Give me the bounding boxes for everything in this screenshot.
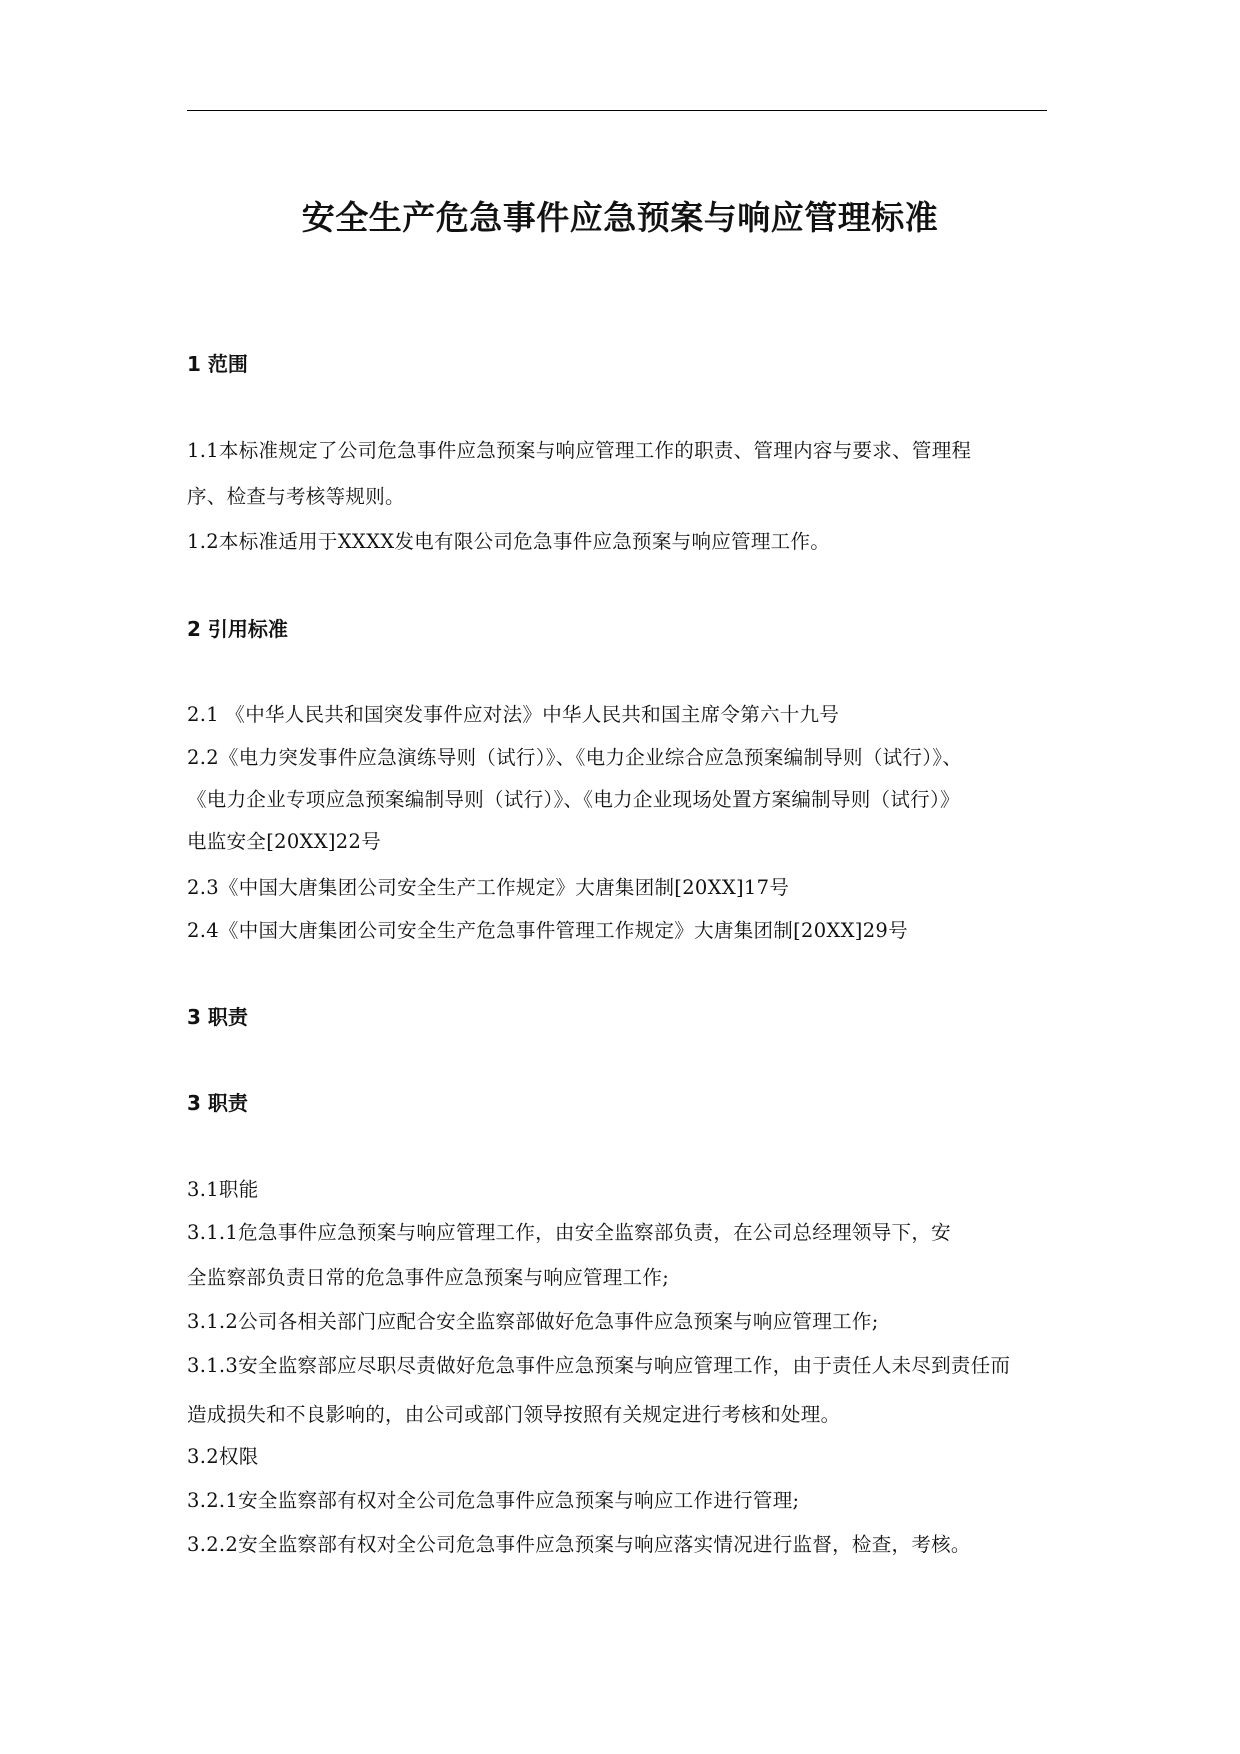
paragraph-line: 造成损失和不良影响的，由公司或部门领导按照有关规定进行考核和处理。 bbox=[187, 1403, 841, 1426]
paragraph-line: 3.1.2公司各相关部门应配合安全监察部做好危急事件应急预案与响应管理工作; bbox=[187, 1310, 879, 1333]
paragraph-line: 1.2本标准适用于XXXX发电有限公司危急事件应急预案与响应管理工作。 bbox=[187, 530, 831, 553]
document-title: 安全生产危急事件应急预案与响应管理标准 bbox=[301, 198, 939, 237]
paragraph-line: 2.1 《中华人民共和国突发事件应对法》中华人民共和国主席令第六十九号 bbox=[187, 703, 840, 726]
section-heading-duties-repeat: 3 职责 bbox=[187, 1091, 248, 1115]
paragraph-line: 3.2.1安全监察部有权对全公司危急事件应急预案与响应工作进行管理; bbox=[187, 1489, 800, 1512]
paragraph-line: 2.2《电力突发事件应急演练导则（试行）》、《电力企业综合应急预案编制导则（试行）》、 bbox=[187, 746, 963, 769]
paragraph-line: 电监安全[20XX]22号 bbox=[187, 830, 382, 853]
section-heading-scope: 1 范围 bbox=[187, 352, 248, 376]
paragraph-line: 全监察部负责日常的危急事件应急预案与响应管理工作; bbox=[187, 1266, 670, 1289]
paragraph-line: 3.1.3安全监察部应尽职尽责做好危急事件应急预案与响应管理工作，由于责任人未尽到责任而 bbox=[187, 1354, 1011, 1377]
section-heading-references: 2 引用标准 bbox=[187, 617, 288, 641]
paragraph-line: 3.1职能 bbox=[187, 1178, 259, 1201]
paragraph-line: 3.2权限 bbox=[187, 1445, 259, 1468]
paragraph-line: 3.2.2安全监察部有权对全公司危急事件应急预案与响应落实情况进行监督，检查，考核。 bbox=[187, 1533, 971, 1556]
paragraph-line: 《电力企业专项应急预案编制导则（试行）》、《电力企业现场处置方案编制导则（试行）》 bbox=[187, 788, 960, 811]
header-rule bbox=[187, 110, 1047, 111]
paragraph-line: 1.1本标准规定了公司危急事件应急预案与响应管理工作的职责、管理内容与要求、管理程 bbox=[187, 439, 972, 462]
paragraph-line: 2.4《中国大唐集团公司安全生产危急事件管理工作规定》大唐集团制[20XX]29号 bbox=[187, 919, 908, 942]
paragraph-line: 3.1.1危急事件应急预案与响应管理工作，由安全监察部负责，在公司总经理领导下，安 bbox=[187, 1221, 951, 1244]
section-heading-duties: 3 职责 bbox=[187, 1005, 248, 1029]
paragraph-line: 序、检查与考核等规则。 bbox=[187, 485, 405, 508]
paragraph-line: 2.3《中国大唐集团公司安全生产工作规定》大唐集团制[20XX]17号 bbox=[187, 876, 790, 899]
